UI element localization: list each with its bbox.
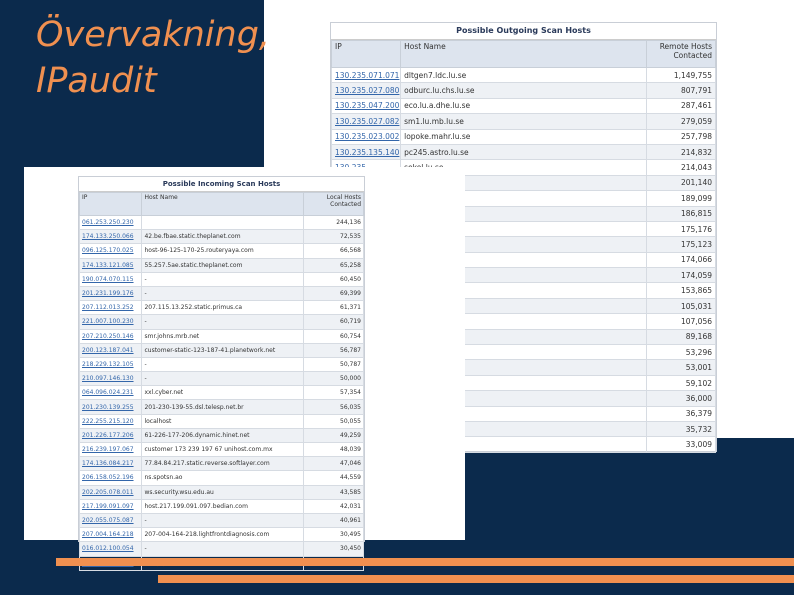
host-name-cell: odburc.lu.chs.lu.se <box>401 83 647 98</box>
table-row <box>80 357 364 371</box>
table-row <box>80 471 364 485</box>
host-name-cell: - <box>142 357 304 371</box>
count-cell: 153,865 <box>646 283 715 298</box>
count-cell: 66,568 <box>304 244 364 258</box>
accent-bar-lower <box>158 575 794 583</box>
count-cell: 47,046 <box>304 457 364 471</box>
ip-cell[interactable]: 130.235.047.200 <box>332 98 401 113</box>
count-cell: 56,787 <box>304 343 364 357</box>
host-name-cell: customer-static-123-187-41.planetwork.net <box>142 343 304 357</box>
ip-cell[interactable]: 174.133.121.085 <box>80 258 142 272</box>
count-cell: 57,354 <box>304 386 364 400</box>
ip-cell[interactable]: 061.253.250.230 <box>80 216 142 230</box>
table-row <box>80 329 364 343</box>
table-row <box>80 400 364 414</box>
ip-cell[interactable]: 202.205.078.011 <box>80 485 142 499</box>
host-name-cell: xxl.cyber.net <box>142 386 304 400</box>
count-cell: 244,136 <box>304 216 364 230</box>
host-name-cell: ws.security.wsu.edu.au <box>142 485 304 499</box>
host-name-cell: 207.115.13.252.static.primus.ca <box>142 301 304 315</box>
table-row <box>80 528 364 542</box>
ip-cell[interactable]: 130.235.071.071 <box>332 68 401 83</box>
table-row <box>332 98 716 113</box>
slide-title <box>36 12 276 104</box>
host-name-cell: - <box>142 315 304 329</box>
count-cell: 53,296 <box>646 345 715 360</box>
count-cell: 50,000 <box>304 372 364 386</box>
table-row <box>80 343 364 357</box>
ip-cell[interactable]: 217.199.091.097 <box>80 499 142 513</box>
table-row <box>80 244 364 258</box>
count-cell: 61,371 <box>304 301 364 315</box>
table-row <box>80 542 364 556</box>
count-cell: 33,009 <box>646 437 715 452</box>
host-name-cell: 77.84.84.217.static.reverse.softlayer.com <box>142 457 304 471</box>
table-row <box>80 513 364 527</box>
host-name-cell: smr.johns.mrb.net <box>142 329 304 343</box>
host-name-cell: ns.spotsn.ao <box>142 471 304 485</box>
count-cell: 201,140 <box>646 175 715 190</box>
host-name-cell: - <box>142 513 304 527</box>
host-name-cell: pc245.astro.lu.se <box>401 144 647 159</box>
ip-cell[interactable]: 064.096.024.231 <box>80 386 142 400</box>
incoming-scan-hosts-screenshot <box>78 176 365 553</box>
ip-cell[interactable]: 201.230.139.255 <box>80 400 142 414</box>
count-cell: 107,056 <box>646 314 715 329</box>
column-header-ip[interactable]: IP <box>332 41 401 68</box>
ip-cell[interactable]: 130.235.027.080 <box>332 83 401 98</box>
count-cell: 59,102 <box>646 375 715 390</box>
table-row <box>80 414 364 428</box>
host-name-cell: host.217.199.091.097.bedian.com <box>142 499 304 513</box>
table-row <box>80 258 364 272</box>
ip-cell[interactable]: 207.004.164.218 <box>80 528 142 542</box>
host-name-cell: 42.be.fbae.static.theplanet.com <box>142 230 304 244</box>
count-cell: 174,059 <box>646 268 715 283</box>
count-cell: 30,495 <box>304 528 364 542</box>
ip-cell[interactable]: 174.136.084.217 <box>80 457 142 471</box>
count-cell: 60,754 <box>304 329 364 343</box>
count-cell: 50,787 <box>304 357 364 371</box>
table-row <box>80 485 364 499</box>
host-name-cell <box>142 216 304 230</box>
incoming-scan-hosts-table <box>79 192 364 571</box>
host-name-cell: - <box>142 372 304 386</box>
count-cell: 60,450 <box>304 272 364 286</box>
table-row <box>80 315 364 329</box>
ip-cell[interactable]: 210.097.146.130 <box>80 372 142 386</box>
table-row <box>332 114 716 129</box>
incoming-table-title: Possible Incoming Scan Hosts <box>79 177 364 192</box>
count-cell: 36,000 <box>646 391 715 406</box>
ip-cell[interactable]: 130.235.135.140 <box>332 144 401 159</box>
count-cell: 40,961 <box>304 513 364 527</box>
host-name-cell: sm1.lu.mb.lu.se <box>401 114 647 129</box>
count-cell: 56,035 <box>304 400 364 414</box>
host-name-cell: - <box>142 272 304 286</box>
host-name-cell: 55.257.5ae.static.theplanet.com <box>142 258 304 272</box>
ip-cell[interactable]: 130.235.023.002 <box>332 129 401 144</box>
count-cell: 1,149,755 <box>646 68 715 83</box>
host-name-cell: 201-230-139-55.dsl.telesp.net.br <box>142 400 304 414</box>
table-row <box>80 386 364 400</box>
table-row <box>332 144 716 159</box>
ip-cell[interactable]: 218.229.132.105 <box>80 357 142 371</box>
ip-cell[interactable]: 016.012.100.054 <box>80 542 142 556</box>
column-header-ip[interactable]: IP <box>80 193 142 216</box>
table-row <box>80 272 364 286</box>
count-cell: 30,450 <box>304 542 364 556</box>
table-row <box>80 443 364 457</box>
host-name-cell: lopoke.mahr.lu.se <box>401 129 647 144</box>
accent-bar-upper <box>56 558 794 566</box>
count-cell: 50,055 <box>304 414 364 428</box>
count-cell: 257,798 <box>646 129 715 144</box>
slide-title-line-2: IPaudit <box>36 61 157 101</box>
column-header-host-name[interactable]: Host Name <box>142 193 304 216</box>
count-cell: 807,791 <box>646 83 715 98</box>
count-cell: 186,815 <box>646 206 715 221</box>
host-name-cell: 61-226-177-206.dynamic.hinet.net <box>142 428 304 442</box>
count-cell: 53,001 <box>646 360 715 375</box>
ip-cell[interactable]: 190.074.070.115 <box>80 272 142 286</box>
column-header-local-hosts[interactable]: Local Hosts Contacted <box>304 193 364 216</box>
ip-cell[interactable]: 200.123.187.041 <box>80 343 142 357</box>
column-header-host-name[interactable]: Host Name <box>401 41 647 68</box>
count-cell: 60,719 <box>304 315 364 329</box>
count-cell: 43,585 <box>304 485 364 499</box>
ip-cell[interactable]: 174.133.250.066 <box>80 230 142 244</box>
table-row <box>80 230 364 244</box>
ip-cell[interactable]: 207.112.013.252 <box>80 301 142 315</box>
count-cell: 175,176 <box>646 221 715 236</box>
host-name-cell: eco.lu.a.dhe.lu.se <box>401 98 647 113</box>
table-row <box>80 216 364 230</box>
host-name-cell: host-96-125-170-25.routeryaya.com <box>142 244 304 258</box>
count-cell: 65,258 <box>304 258 364 272</box>
count-cell: 69,399 <box>304 286 364 300</box>
table-row <box>80 372 364 386</box>
table-row <box>80 286 364 300</box>
table-row <box>80 428 364 442</box>
count-cell: 279,059 <box>646 114 715 129</box>
count-cell: 44,559 <box>304 471 364 485</box>
count-cell: 48,039 <box>304 443 364 457</box>
count-cell: 35,732 <box>646 421 715 436</box>
host-name-cell: localhost <box>142 414 304 428</box>
host-name-cell: - <box>142 542 304 556</box>
count-cell: 189,099 <box>646 191 715 206</box>
ip-cell[interactable]: 207.210.250.146 <box>80 329 142 343</box>
host-name-cell: customer 173 239 197 67 unihost.com.mx <box>142 443 304 457</box>
ip-cell[interactable]: 216.239.197.067 <box>80 443 142 457</box>
count-cell: 214,832 <box>646 144 715 159</box>
count-cell: 214,043 <box>646 160 715 175</box>
host-name-cell: - <box>142 286 304 300</box>
ip-cell[interactable]: 202.055.075.087 <box>80 513 142 527</box>
count-cell: 287,461 <box>646 98 715 113</box>
host-name-cell: 207-004-164-218.lightfrontdiagnosis.com <box>142 528 304 542</box>
column-header-remote-hosts[interactable]: Remote Hosts Contacted <box>646 41 715 68</box>
table-row <box>80 457 364 471</box>
ip-cell[interactable]: 096.125.170.025 <box>80 244 142 258</box>
count-cell: 72,535 <box>304 230 364 244</box>
ip-cell[interactable]: 221.007.100.230 <box>80 315 142 329</box>
count-cell: 42,031 <box>304 499 364 513</box>
count-cell: 175,123 <box>646 237 715 252</box>
slide-title-line-1: Övervakning, <box>36 15 271 55</box>
table-row <box>332 68 716 83</box>
table-row <box>80 301 364 315</box>
ip-cell[interactable]: 206.158.052.196 <box>80 471 142 485</box>
count-cell: 105,031 <box>646 298 715 313</box>
host-name-cell: dltgen7.ldc.lu.se <box>401 68 647 83</box>
ip-cell[interactable]: 201.226.177.206 <box>80 428 142 442</box>
ip-cell[interactable]: 130.235.027.082 <box>332 114 401 129</box>
table-row <box>332 129 716 144</box>
outgoing-table-title: Possible Outgoing Scan Hosts <box>331 23 716 40</box>
ip-cell[interactable]: 222.255.215.120 <box>80 414 142 428</box>
count-cell: 49,259 <box>304 428 364 442</box>
count-cell: 174,066 <box>646 252 715 267</box>
count-cell: 89,168 <box>646 329 715 344</box>
table-row <box>80 499 364 513</box>
ip-cell[interactable]: 201.231.199.176 <box>80 286 142 300</box>
table-row <box>332 83 716 98</box>
count-cell: 36,379 <box>646 406 715 421</box>
